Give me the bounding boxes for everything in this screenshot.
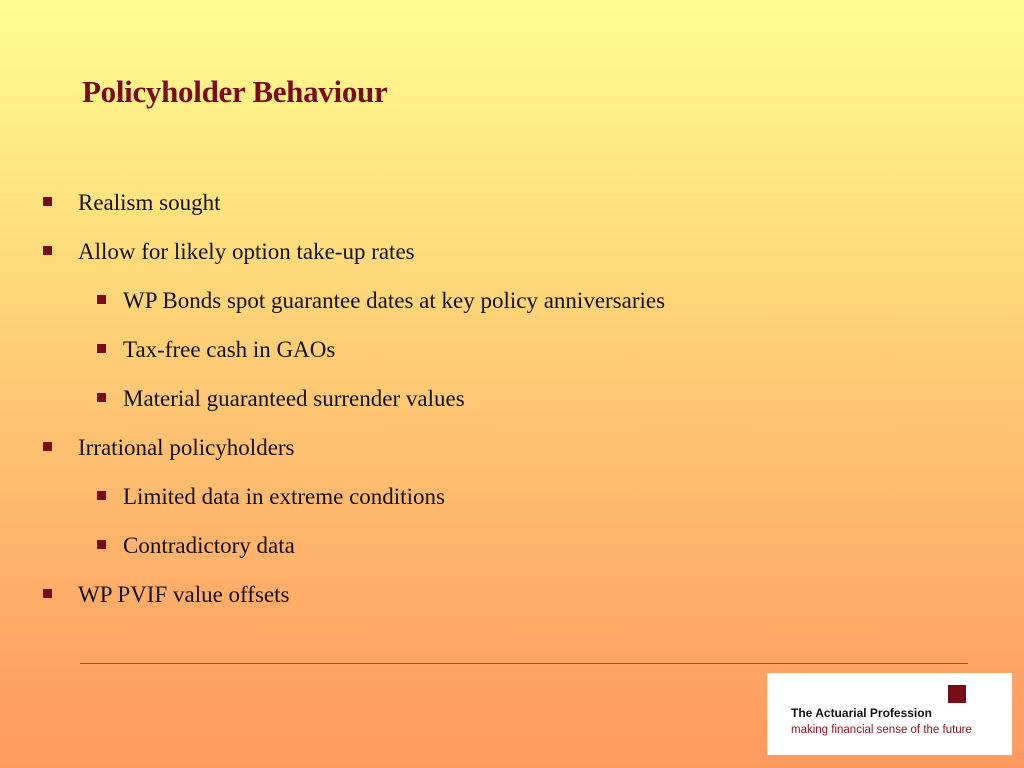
bullet-text: Allow for likely option take-up rates	[78, 239, 415, 264]
logo-tagline: making financial sense of the future	[791, 724, 972, 736]
bullet-text: Tax-free cash in GAOs	[123, 337, 336, 362]
bullet-text: Irrational policyholders	[78, 435, 295, 460]
square-bullet-icon	[43, 197, 52, 206]
square-bullet-icon	[97, 295, 106, 304]
bullet-text: Limited data in extreme conditions	[123, 484, 445, 509]
actuarial-profession-logo	[767, 673, 1012, 755]
bullet-text: WP Bonds spot guarantee dates at key policy anniversaries	[123, 288, 666, 313]
slide-title: Policyholder Behaviour	[82, 74, 388, 109]
square-bullet-icon	[97, 491, 106, 500]
bullet-text: Material guaranteed surrender values	[123, 386, 465, 411]
logo-name: The Actuarial Profession	[791, 706, 932, 720]
square-bullet-icon	[43, 246, 52, 255]
square-bullet-icon	[97, 540, 106, 549]
footer-divider	[80, 663, 968, 664]
square-bullet-icon	[43, 442, 52, 451]
bullet-text: Contradictory data	[123, 533, 295, 558]
bullet-text: WP PVIF value offsets	[78, 582, 290, 607]
logo-square-icon	[948, 685, 966, 703]
square-bullet-icon	[43, 589, 52, 598]
bullet-text: Realism sought	[78, 190, 221, 215]
square-bullet-icon	[97, 344, 106, 353]
square-bullet-icon	[97, 393, 106, 402]
